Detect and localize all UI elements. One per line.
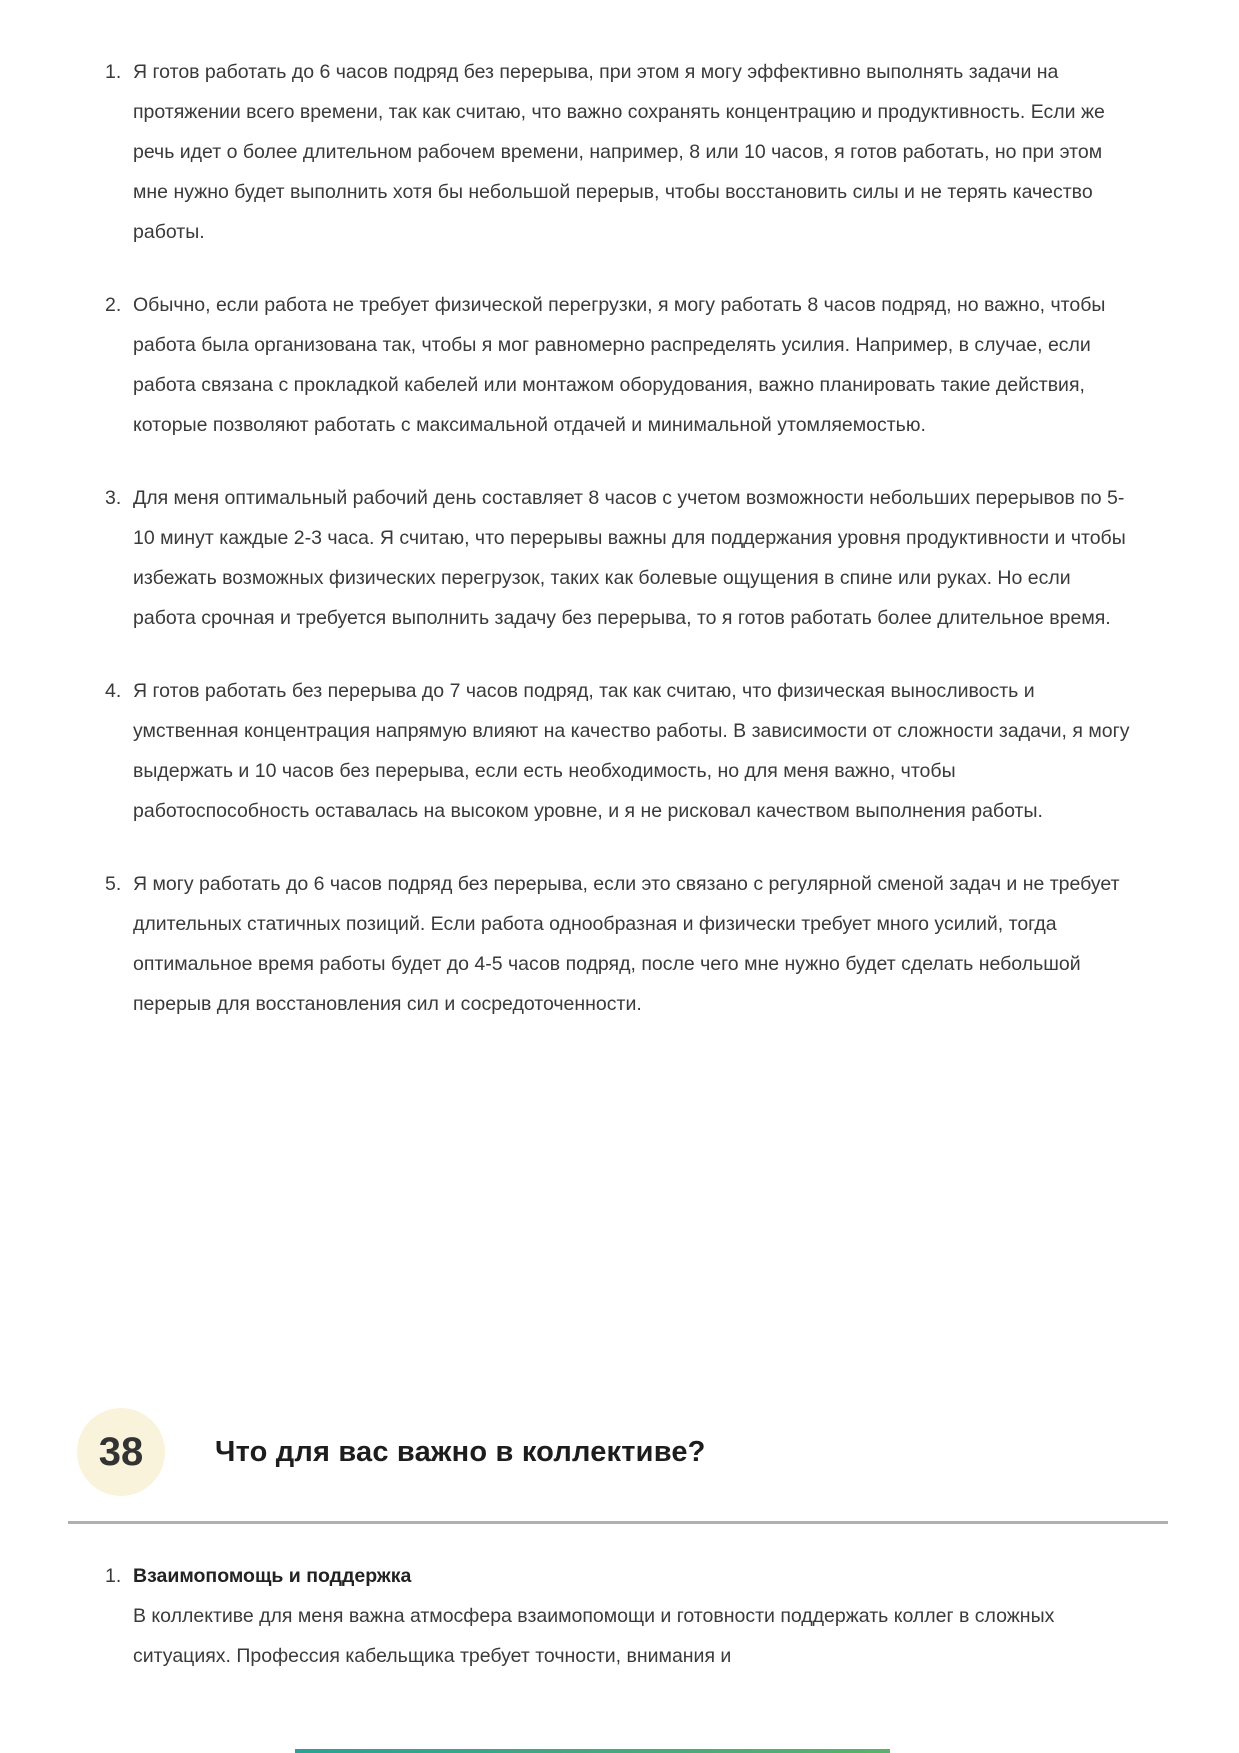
section-divider [68,1521,1168,1524]
question-number-badge [77,1408,165,1496]
list-item [105,285,1137,445]
list-item-number: 4. [105,680,122,702]
list-item-text: Я могу работать до 6 часов подряд без перерыва, если это связано с регулярной сменой задач и не требует длительных статичных позиций. Если работа однообразная и физически требует много усилий, тогда оптимальное время работы будет до 4-5 часов подряд, после чего мне нужно будет сделать небольшой перерыв для восстановления сил и сосредоточенности. [133,873,1120,1015]
question-number: 38 [98,1429,144,1474]
list-item-text: В коллективе для меня важна атмосфера взаимопомощи и готовности поддержать коллег в сложных ситуациях. Профессия кабельщика требует точности, внимания и [133,1605,1055,1667]
list-item-number: 2. [105,294,122,316]
answers-list [105,1556,1137,1676]
section-title: Что для вас важно в коллективе? [215,1435,706,1468]
list-item-number: 1. [105,61,122,83]
list-item-number: 1. [105,1565,122,1587]
list-item [105,52,1137,252]
list-item-text: Для меня оптимальный рабочий день составляет 8 часов с учетом возможности небольших перерывов по 5-10 минут каждые 2-3 часа. Я считаю, что перерывы важны для поддержания уровня продуктивности и чтобы избежать возможных физических перегрузок, таких как болевые ощущения в спине или руках. Но если работа срочная и требуется выполнить задачу без перерыва, то я готов работать более длительное время. [133,487,1126,629]
list-item-text: Обычно, если работа не требует физической перегрузки, я могу работать 8 часов подряд, но важно, чтобы работа была организована так, чтобы я мог равномерно распределять усилия. Например, в случае, если работа связана с прокладкой кабелей или монтажом оборудования, важно планировать такие действия, которые позволяют работать с максимальной отдачей и минимальной утомляемостью. [133,294,1106,436]
questions-list [105,52,1137,1057]
section-header [77,1408,706,1496]
bottom-accent-bar [295,1749,890,1753]
list-item-number: 5. [105,873,122,895]
list-item-text: Я готов работать без перерыва до 7 часов подряд, так как считаю, что физическая выносливость и умственная концентрация напрямую влияют на качество работы. В зависимости от сложности задачи, я могу выдержать и 10 часов без перерыва, если есть необходимость, но для меня важно, чтобы работоспособность оставалась на высоком уровне, и я не рисковал качеством выполнения работы. [133,680,1130,822]
list-item-number: 3. [105,487,122,509]
list-item [105,1556,1137,1676]
list-item-title: Взаимопомощь и поддержка [133,1565,412,1587]
list-item [105,864,1137,1024]
list-item-text: Я готов работать до 6 часов подряд без перерыва, при этом я могу эффективно выполнять задачи на протяжении всего времени, так как считаю, что важно сохранять концентрацию и продуктивность. Если же речь идет о более длительном рабочем времени, например, 8 или 10 часов, я готов работать, но при этом мне нужно будет выполнить хотя бы небольшой перерыв, чтобы восстановить силы и не терять качество работы. [133,61,1105,243]
list-item [105,671,1137,831]
list-item [105,478,1137,638]
